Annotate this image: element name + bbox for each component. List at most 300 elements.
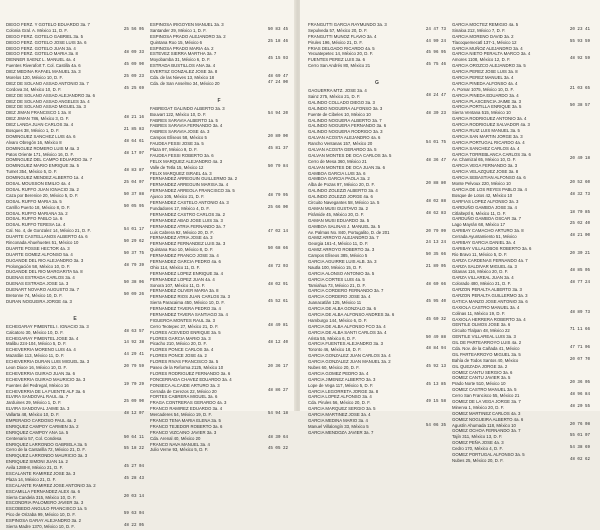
entry-name: GALVAN ACOSTA GERARDO 3a. 5 (308, 147, 377, 153)
entry-name: GARCIA VEGA FERNANDO 3a. 3 (452, 163, 518, 169)
entry-phone: 20 23 41 (569, 27, 590, 32)
entry-name: GAMBOA GARCIA LUIS 3a. 6 (308, 170, 366, 176)
entry-name: DUARTE POSSE HECTOR 4a. 3 (6, 245, 70, 251)
entry-name: Rio Bravo 11, México 5, D. F. (452, 251, 508, 257)
entry-phone: 48 22 05 (123, 524, 144, 529)
entry-name: GALINDO NOGUERA ALFONSO 3a. 3 (308, 105, 383, 111)
entry-name: GARCIA SEBASTIAN ALFONSO 4a. 6 (452, 175, 526, 181)
entry-name: DOSAL RUFFO JUAN IGNACIO 3a. 2 (6, 186, 79, 192)
entry-name: GALINDO ZOLEZZI JORGE 4a. 6 (308, 194, 373, 200)
entry-name: GAMAN MUSI EDUARDO 3a. 5 (308, 217, 370, 223)
entry-name: Pirules 196, México 21, D. F. (308, 39, 363, 45)
entry-phone: 49 15 58 (425, 400, 446, 405)
entry-name: Sepulveda 57, México 20, D. F. (308, 27, 368, 33)
entry-phone: 14 92 38 (123, 341, 144, 346)
entry-name: DIEZ DE SOLANO ASSAD ALEJANDRO 3a. 6 (6, 92, 96, 98)
entry-phone: 45 96 95 (425, 51, 446, 56)
entry-phone: 25 09 23 (123, 75, 144, 80)
entry-phone: 55 01 07 (569, 434, 590, 439)
entry-name: Caza por Berenice 20, México 5, D. F. (6, 192, 79, 198)
entry-phone: 50 79 84 (267, 164, 288, 169)
entry-name: Cda. de las Nieves 13, México 18 (150, 75, 215, 81)
entry-phone: 44 90 24 (425, 39, 446, 44)
entry-name: GARCIA RUIZ LUIS MANUEL 3a. 5 (452, 128, 520, 134)
section-gap (308, 69, 446, 78)
entry-phone: 54 06 35 (425, 423, 446, 428)
entry-name: Picacho 210, México 20, D. F. (150, 341, 207, 347)
entry-phone: 54 94 20 (267, 111, 288, 116)
entry-name: GARCIA GONZALEZ JUAN CARLOS 3a. 4 (308, 353, 391, 359)
entry-name: Colonia Gral. A. México 11, D. F. (6, 27, 68, 33)
entry-name: FLORES ACEVEDO ENRIQUE 3a. 5 (150, 329, 221, 335)
entry-name: GARCIA RODRIGUEZ ANTONIO 3a. 4 (452, 116, 527, 122)
entry-phone: 48 63 57 (123, 329, 144, 334)
entry-name: GARZA SALDIVAR MIGUEL 4a. 3 (452, 263, 517, 269)
entry-name: ENRIQUEZ SIMONI JUAN 1a. 2 (6, 459, 68, 465)
entry-name: FABRES SARAVIA ALBERTO 1a. 5 (150, 117, 218, 123)
entry-name: FLORES GARCIA MARIO 3a. 3 (150, 335, 211, 341)
entry-name: GARIBAY VILLALOBOS ROBERTO 3a. 6 (452, 245, 532, 251)
entry-phone: 18 70 85 (569, 210, 590, 215)
entry-phone: 54 01 75 (425, 141, 446, 146)
entry-name: Avila 1288-8, México 21, D. F. (6, 465, 64, 471)
entry-name: GARCIA MEDINA MARIO 3a. 4 (308, 418, 368, 423)
entry-name: Arista 55, México 6, D. F. (308, 335, 356, 341)
entry-name: FRANCO TENA MARIA ELENA 3a. 5 (150, 418, 221, 423)
entry-name: Cal. No. 4, de Gonzalez 14, México 21, D. F. (6, 228, 91, 234)
entry-name: GENTILE VILLAREAL LUIS 3a. 3 (452, 334, 516, 340)
entry-name: FERNANDEZ ARREGUIN GUILLERMO 3a. 2 (150, 176, 238, 182)
entry-name: GOMEZ MARTINEZ CARLOS 4a. 3 (452, 410, 521, 416)
entry-name: FERNANDEZ LOPEZ JUAN 4a. 4 (150, 276, 215, 282)
entry-name: Bouvart 122, México 10, D. F. (150, 111, 207, 117)
entry-name: GARCIA DE ALBA ALFONSO FCO 3a. 4 (308, 323, 386, 329)
entry-name: GARCIA SANCHEZ CARLOS 4a. 4 (452, 145, 520, 151)
entry-phone: 48 24 47 (425, 94, 446, 99)
entry-name: ECHEGARAY PIMENTEL I. IGNACIO 3a. 3 (6, 323, 89, 329)
entry-name: GARDUÑO GAMBOA OSCAR 3a. 7 (452, 216, 522, 222)
entry-phone: 20 07 70 (569, 357, 590, 362)
entry-name: GOMEZ PEÑA JOSE 4a. 3 (452, 440, 504, 446)
entry-name: DIEZ JIMAN 786, México 3, D. F. (6, 116, 70, 122)
entry-name: Yecuatepetec 14, México 20, D. F. (308, 51, 374, 57)
entry-phone: 25 18 46 (267, 39, 288, 44)
entry-name: GARCIA MENDOZA JAVIER 3a. 7 (308, 429, 374, 435)
entry-name: ESPINOSA PRADO MARIA 4a. 2 (150, 45, 214, 51)
entry-name: Bosques 38, México 1, D. F. (6, 128, 60, 134)
entry-name: FIGUEROA MONTES RAUL 3a. 3 (150, 317, 216, 323)
entry-name: GARCIA RODRIGUEZ SALVADOR 4a. 3 (452, 122, 530, 128)
entry-name: GARIBAY CAMACHO ARTURO 3a. 8 (452, 228, 524, 234)
entry-name: FUENTES PEREZ LUIS 3a. 6 (308, 57, 366, 63)
entry-phone: 45 28 43 (123, 476, 144, 481)
entry-name: GAGUERRA MTZ. JOSE 3a. 4 (308, 88, 367, 94)
entry-name: ENRIQUEZ LARRONDO GABRIELA 3a. 5 (6, 441, 87, 447)
directory-entry (150, 447, 288, 453)
entry-name: Lope de Vega 117, México 5, D. F. (308, 382, 374, 388)
entry-name: GARCIA PLASCENCIA JAIME 3a. 3 (452, 98, 522, 104)
entry-name: GATICA MANZO JOSE ANTONIO 3a. 6 (452, 298, 528, 304)
entry-phone: 50 37 75 (123, 251, 144, 256)
entry-name: Sierra Ventana 515, México 10 (452, 110, 511, 116)
entry-name: FABREGAT GALINDO ALBERTO 3a. 3 (150, 105, 225, 111)
entry-name: FRANCO TEJEDOR ROBERTO 3a. 6 (150, 423, 223, 429)
entry-name: GALINDO NOGUERA ALBERTO 3a. 7 (308, 117, 382, 123)
entry-name: Tlacoquemecatl 137-1, México 12 (452, 39, 517, 45)
entry-name: ECHEVERRIA GUIRAO MAURICIO 3a. 3 (6, 376, 86, 382)
entry-phone: 25 09 90 (123, 400, 144, 405)
entry-name: Leon Dioce 16, México 10, D. F. (6, 364, 67, 370)
entry-name: Circuito Tlalpan 48, México 22 (452, 328, 510, 334)
entry-name: Sierra Paracaima 450, México 10, D. F. (150, 300, 225, 306)
entry-phone: 20 76 08 (569, 422, 590, 427)
entry-phone: 48 02 62 (569, 457, 590, 462)
entry-name: Campos Elíseos 58, México 5 (150, 135, 207, 141)
entry-phone: 48 96 84 (569, 393, 590, 398)
entry-name: FLORES PONCE JOSE 4a. 2 (150, 353, 207, 359)
entry-name: GALVAN MONTES DE OCA CARLOS 3a. 5 (308, 152, 392, 158)
entry-name: DIEGO FERZ. GOTELO MARIA 3a. 8 (6, 51, 78, 57)
entry-name: FONSECA ALCAIDE ARTURO 3a. 3 (150, 382, 220, 388)
entry-name: ECHEGARAY PIMENTEL JOSE 3a. 4 (6, 335, 79, 341)
entry-name: Nubes 25, México 20, D. F. (452, 457, 504, 463)
entry-phone: 45 60 32 (425, 317, 446, 322)
entry-name: DIENNER SAENZ L. MANUEL 4a. 4 (6, 57, 76, 63)
entry-name: Nautla 100, México 15, D. F. (308, 264, 362, 270)
section-letter: E (73, 315, 77, 322)
entry-name: GARCIA TORREBLANCA CARLOS 3a. 6 (452, 151, 531, 157)
entry-phone: 20 88 80 (425, 182, 446, 187)
entry-name: ESCONDRIA PALOMERO JAVIER 3a. 3 (6, 500, 84, 506)
entry-name: FABRES SARAVIA FERNANDO 3a. 4 (150, 123, 223, 129)
entry-name: Lago Mayrán 68, México 17 (452, 222, 506, 228)
entry-name: GARDUÑO GAMBOA JOSE 3a. 4 (452, 204, 517, 210)
entry-phone: 48 30 23 (425, 111, 446, 116)
entry-name: DIEGO FERZ. GOTELO JUAN 3a. 4 (6, 45, 76, 51)
entry-name: DIEGO FERZ. Y GOTELO EDUARDO 3a. 7 (6, 22, 90, 27)
entry-phone: 54 38 69 (569, 446, 590, 451)
entry-name: GARCIA PINEDA EDUARDO 3a. 4 (452, 92, 519, 98)
entry-name: DIEZ DE SOLANO ASSAD ANGELES 3a. 4 (6, 98, 90, 104)
entry-name: GIL PARTEARROYO MIGUEL 3a. 5 (452, 351, 521, 357)
entry-phone: 47 02 14 (267, 229, 288, 234)
directory-entry (308, 430, 446, 436)
entry-name: GARCIA MOCTEZ REMIGIO 4a. 5 (452, 22, 519, 27)
entry-name: Nubes 60, México 20, D. F. (308, 364, 360, 370)
entry-phone: 48 30 64 (267, 435, 288, 440)
entry-phone: 48 32 73 (569, 192, 590, 197)
entry-name: GARCIA GONZALEZ JUAN MANUEL 3a. 2 (308, 359, 391, 365)
entry-name: EMPERADO CARDOSO PAUL 4a. 2 (6, 418, 77, 423)
entry-name: GARCIA GOMEZ PEDRO 3a. 4 (308, 370, 369, 376)
entry-name: DIEZ MEDINA RAFAEL MANUEL 3a. 3 (6, 69, 81, 75)
entry-name: Georgia 161-4, México 11, D. F. (308, 241, 369, 247)
entry-phone: 45 92 13 (425, 364, 446, 369)
entry-name: GOMEZ DE LA VEGA JORGE 3a. 7 (452, 399, 521, 404)
entry-phone: 48 85 05 (569, 269, 590, 274)
entry-name: Moyobamba 31, México 6, D. F. (150, 57, 211, 63)
entry-phone: 48 17 07 (123, 151, 144, 156)
entry-name: FERNANDEZ LOPEZ ENRIQUE 3a. 4 (150, 270, 224, 276)
entry-phone: 48 09 33 (123, 51, 144, 56)
entry-phone: 48 62 83 (425, 211, 446, 216)
entry-name: GARCIA DE ALBA SANTI CARLOS 3a. 4 (308, 329, 387, 335)
entry-phone: 45 75 46 (425, 63, 446, 68)
entry-phone: 48 64 61 (123, 139, 144, 144)
entry-phone: 20 52 60 (569, 181, 590, 186)
directory-entry (6, 299, 144, 305)
entry-name: Pico de Orizaba 99, México 10, D. F. (6, 512, 76, 518)
entry-name: Sierra Madre 1370, México 10, D. F. (6, 524, 75, 530)
entry-phone: 71 11 66 (569, 328, 590, 333)
entry-name: Pirámide 45, México 20, D. F. (308, 211, 365, 217)
entry-name: Tumet 354, México 5, D. F. (6, 169, 58, 175)
entry-name: FERNANDEZ GARCIA PEDRO 4a. 6 (150, 258, 221, 264)
entry-name: Monte Pelvoux 220, México 10 (452, 181, 511, 187)
entry-phone: 25 02 40 (569, 222, 590, 227)
entry-phone: 45 52 61 (267, 300, 288, 305)
entry-name: DOMINGUEZ DEL CAMPO EDUARDO 3a. 7 (6, 157, 93, 163)
column-2 (150, 22, 288, 453)
entry-name: FLORES RODRIGUEZ FERNANDO 3a. 6 (150, 370, 231, 376)
entry-name: DOSAL RUFFO TERESA 1a. 4 (6, 222, 66, 228)
entry-name: FERNANDEZ FERNANDEZ LUIS 3a. 3 (150, 241, 226, 247)
entry-name: ELVIRA SANDOVAL RAUL 4a. 7 (6, 394, 69, 400)
entry-name: FABRES SARAVIA JOSE 4a. 3 (150, 129, 210, 135)
entry-name: GARCIA VELAZQUEZ JOSE 3a. 8 (452, 169, 519, 175)
entry-phone: 50 49 88 (425, 335, 446, 340)
entry-name: Bosque de Lotos 42, México 10 (452, 192, 513, 198)
entry-name: Juanacatlán 125, México 11 (308, 300, 362, 306)
entry-name: Luis Cabrera 92, México 20, D. F. (150, 229, 214, 235)
entry-name: ESPINOSA GARAY ALEJANDRO 3a. 2 (6, 518, 82, 524)
section-gap (452, 464, 590, 473)
entry-name: DUGANDE DEL RIO ALEJANDRO 3a. 3 (6, 257, 84, 263)
entry-name: ESTEVEZ SIERRA MARTHA 3a. 7 (150, 51, 217, 57)
entry-name: DUENAS ESTRADA JOSE 1a. 3 (6, 281, 69, 287)
entry-phone: 25 04 07 (123, 181, 144, 186)
entry-phone: 48 12 07 (123, 412, 144, 417)
column-1 (6, 22, 144, 530)
entry-name: Valle de Tetla 15, México 12 (150, 164, 204, 170)
entry-phone: 50 83 45 (267, 27, 288, 32)
entry-phone: 48 60 66 (425, 282, 446, 287)
entry-name: Cerro San Francisco 55, México 21 (452, 393, 520, 399)
entry-phone: 50 38 06 (123, 281, 144, 286)
section-gap (150, 87, 288, 96)
entry-name: DIEGO FERZ. GOTELO GABRIEL 3a. 5 (6, 33, 83, 39)
entry-name: Sinaloa 212, México 7, D. F. (452, 27, 506, 33)
entry-name: Alba de Pozas 97, México 20, D. F. (308, 182, 375, 188)
entry-phone: 48 86 27 (267, 388, 288, 393)
entry-phone: 48 84 94 (425, 347, 446, 352)
entry-phone: 48 89 73 (569, 310, 590, 315)
entry-phone: 50 29 62 (123, 239, 144, 244)
entry-phone: 20 79 59 (123, 364, 144, 369)
entry-name: Cda. de San Anselmo 34, México 20 (150, 80, 220, 86)
entry-name: ECHEVERRIA GUIRAO JUAN 3a. 6 (6, 370, 76, 376)
entry-phone: 20 80 00 (267, 135, 288, 140)
entry-phone: 50 37 88 (123, 192, 144, 197)
entry-name: Toronto 46, México 18, D. F. (308, 347, 362, 353)
entry-phone: 45 05 22 (267, 447, 288, 452)
entry-name: Paseo de la Reforma 2125, México 10 (150, 364, 224, 370)
entry-name: FRAGA CONTRERAS GERARDO 4a. 3 (150, 400, 227, 406)
entry-name: Carrillo Puerto 18, México 8, D. F. (6, 204, 71, 210)
entry-phone: 55 93 59 (569, 39, 590, 44)
entry-name: GARZON PERALTA GUILLERMO 3a. 3 (452, 292, 528, 298)
entry-name: GARCIA MARTINEZ JOSE 3a. 4 (308, 412, 371, 418)
entry-name: FERNANDEZ CASTELO ANTONIO 4a. 3 (150, 200, 229, 206)
entry-name: ECHEVERRIA DE LA FUENTE ALF 3a. 6 (6, 388, 86, 394)
entry-name: FLORES RIVAS FRANCISCO 3a. 5 (150, 359, 219, 365)
entry-phone: 24 13 24 (425, 241, 446, 246)
entry-name: Ohio 114, México 11, D. F. (150, 264, 200, 270)
entry-name: FRIAS DELGADO RICARDO 4a. 5 (308, 45, 375, 51)
entry-name: ELVIRA SANDOVAL JAIME 3a. 3 (6, 406, 70, 412)
entry-name: Sierra Candela 315, México 10, D. F. (6, 494, 77, 500)
entry-name: GARCIA LOPEZ ALFONSO 3a. 4 (308, 394, 372, 400)
entry-name: Cerro de Mesa 360, México 21 (308, 158, 367, 164)
entry-name: Julio Verne 93, México 5, D. F. (150, 447, 209, 453)
entry-name: Ajusco 105, México 21, D. F. (150, 194, 205, 200)
entry-name: FERNANDEZ RIOS JUAN CARLOS 3a. 3 (150, 294, 230, 300)
entry-name: ESCALANTE RAMIREZ JOSE 3a. 3 (6, 471, 76, 477)
entry-name: Cerro San Andrés 80, México 21 (308, 63, 371, 69)
entry-name: GENTILE OLMOS JOSE 3a. 6 (452, 322, 511, 328)
entry-name: FERNANDEZ ATRIA JOSE 4a. 3 (150, 235, 213, 241)
entry-name: ECHEVERRIA DURAN LUIS MIGUEL 3a. 3 (6, 359, 90, 365)
entry-name: Rinconada Ahuehuetes 51, México 10 (6, 239, 79, 245)
entry-phone: 20 30 21 (569, 251, 590, 256)
entry-name: GALVAN MONTES DE OCA JUAN 3a. 6 (308, 164, 385, 170)
entry-name: DURAN NOGUEIRA JORGE 4a. 3 (6, 298, 72, 304)
entry-name: Prolongación 58, México 10, D. F. (6, 263, 71, 269)
entry-phone: 25 56 05 (123, 27, 144, 32)
entry-phone: 48 36 47 (425, 158, 446, 163)
entry-phone: 20 36 17 (267, 364, 288, 369)
entry-name: Cda. Pirules 56, México 20, D. F. (308, 400, 371, 406)
entry-name: GARCIA PORTILLA ENRIQUE 3a. 5 (452, 104, 522, 110)
entry-name: Plaza 14, México 21, D. F. (6, 476, 56, 482)
entry-name: FRANGUTTI GARCIA RAYMUNDO 3a. 3 (308, 22, 387, 27)
section-letter: F (217, 97, 221, 104)
entry-name: FERNANDEZ ATRIA FERNANDO 3a. 7 (150, 223, 226, 229)
entry-name: FERNANDEZ FRANCO JOSE 3a. 4 (150, 253, 219, 259)
entry-phone: 48 79 39 (123, 263, 144, 268)
entry-phone: 59 63 04 (123, 512, 144, 517)
entry-name: ESTRADA BUSTILLOS ANA 3a. 4 (150, 63, 216, 69)
entry-name: GARCIA MARQUEZ SERGIO 3a. 5 (308, 406, 376, 412)
entry-name: Centenario 57, Col. Condesa (6, 435, 62, 441)
section-gap (6, 305, 144, 314)
entry-name: GARCIA ALONSO ANTONIO 3a. 5 (308, 270, 375, 276)
section-letter: G (375, 80, 379, 87)
entry-name: FAUDEA FESSI JOSE 3a. 5 (150, 141, 204, 147)
entry-name: GARCIA DE ALBA GONZALO 3a. 6 (308, 306, 377, 312)
entry-name: Gitanas 116, México 20, D. F. (452, 269, 509, 275)
entry-name: GARCIA CORDERO FERNANDO 3a. 7 (308, 288, 384, 294)
entry-phone: 48 21 16 (123, 116, 144, 121)
entry-name: GARCIA MUÑOZ ALEJANDRO 3a. 4 (452, 45, 523, 51)
entry-phone: 48 02 91 (267, 282, 288, 287)
entry-name: GIL DE PARTEARROYO LUIS 4a. 2 (452, 340, 522, 346)
entry-name: GARCIA LEGORRETA JORGE 3a. 8 (308, 388, 379, 394)
entry-name: FERNANDEZ TAVERA SANTIAGO 3a. 4 (150, 311, 228, 317)
entry-name: DIEZ JIMAN FRANCISCO 1 3a. 8 (6, 110, 71, 116)
entry-name: FRANCO RAMIREZ EDUARDO 3a. 4 (150, 406, 223, 412)
entry-name: Cedro 170, México 4, D. F. (452, 446, 503, 452)
entry-name: Hamburgo 144, México 6, D. F. (308, 317, 368, 323)
entry-name: Colorado 480, México 21, D. F. (452, 281, 511, 287)
entry-name: GARCIA CORDERO JOSE 3a. 4 (308, 294, 371, 300)
entry-phone: 45 95 40 (425, 300, 446, 305)
entry-name: GARIBAY GARCIA DANIEL 3a. 4 (452, 239, 516, 245)
entry-name: ENRIQUEZ CAMPOY ANA 1a. 5 (6, 429, 69, 435)
entry-phone: 48 83 87 (123, 169, 144, 174)
entry-name: Cordova 34, México 10, D. F. (6, 86, 62, 92)
entry-name: GOMEZ PORTUGAL ALFONSO 3a. 5 (452, 452, 525, 458)
entry-name: Patos Oriente 171, México 16, D. F. (6, 151, 74, 157)
entry-phone: 50 35 66 (425, 253, 446, 258)
entry-name: FORTES CABRERA MIGUEL 3a. 6 (150, 394, 218, 400)
entry-phone: 45 25 69 (123, 86, 144, 91)
entry-name: DOSAL RUFFO MARIANA 3a. 2 (6, 210, 68, 216)
entry-name: FERNANDEZ OLIVER MARIA 3a. 8 (150, 288, 219, 294)
entry-name: GAMAN MUSI GUSTAVO 3a. 2 (308, 205, 369, 211)
entry-name: Tajín 311, México 13, D. F. (452, 434, 503, 440)
entry-name: GARCIA DE ALBA ALFONSO ANDRES 3a. 6 (308, 311, 395, 317)
entry-name: Cerrada de Cerezos 22, México 20 (150, 388, 217, 394)
entry-name: GARZON PERALTA ALBERTO 3a. 3 (452, 287, 522, 293)
entry-phone: 25 66 00 (267, 205, 288, 210)
entry-phone: 48 21 00 (569, 234, 590, 239)
entry-name: Amores 1108, México 12, D. F. (452, 57, 511, 63)
entry-name: FAUDEA FESSI ROBERTO 3a. 6 (150, 152, 214, 158)
entry-name: FRANCO VIZCAINO JAVIER 3a. 3 (150, 429, 217, 435)
entry-name: GARCIA JIMENEZ ALBERTO 3a. 3 (308, 376, 376, 382)
entry-name: GARCIA CORTES LUIS 4a. 5 (308, 276, 365, 282)
entry-name: Fuente de Cibeles 10, México 10 (308, 111, 371, 117)
entry-name: ESCAMILLA FERNANDEZ ALEX 4a. 6 (6, 488, 81, 494)
entry-name: Vallarta 48, México 10, D. F. (6, 412, 60, 418)
entry-name: Citlalteptl 6, México 11, D. F. (452, 210, 507, 216)
entry-name: GARCIA MORENO DAVID 3a. 2 (452, 33, 514, 39)
entry-name: Cerro de la Cantarilla 72, México 21, D. F. (6, 447, 86, 453)
entry-name: GOMEZ OCHOA FERNANDO 3a. 7 (452, 428, 521, 434)
entry-name: Cerrada Ayuntamiento 51, México (452, 234, 517, 240)
entry-phone: 48 69 47 (267, 75, 288, 80)
entry-name: FRANGUTTI MUNOZ FLAVIO 3a. 4 (308, 33, 377, 39)
entry-name: Sainz 275, México 21, D. F. (308, 94, 361, 100)
entry-name: Malibu 224-104, México 5, D. F. (6, 341, 67, 347)
entry-name: Bahía de Todos Santos 40, México (452, 357, 519, 363)
entry-name: GARCIA NIETO PERALTA MARCO 3a. 4 (452, 51, 531, 57)
entry-name: GALINDO NOGUERA FERNANDO 3a. 6 (308, 123, 387, 129)
entry-name: GARCIA PORTUGAL RICARDO 4a. 4 (452, 139, 525, 145)
entry-phone: 50 09 26 (123, 292, 144, 297)
entry-name: GARCIA OROZCO ALEJANDRO 3a. 5 (452, 63, 526, 69)
entry-phone: 48 77 24 (569, 281, 590, 286)
entry-name: Quintana Roo 10, México 8, D. F. (150, 247, 214, 253)
entry-name: FONCERRADA CHAVEZ EDUARDO 3a. 4 (150, 376, 232, 382)
entry-name: Mercaderes 54, México 19, D. F. (150, 412, 212, 418)
entry-phone: 54 01 17 (123, 228, 144, 233)
entry-name: DUARTE CASTELLANOS ALBERTO 4a. 6 (6, 234, 88, 240)
entry-name: GARCIA DE LOS REYES PABLO 3a. 4 (452, 186, 527, 192)
right-page (300, 0, 600, 463)
entry-name: GAMIZ ARROYO ALEJANDRO 3a. 7 (308, 235, 379, 241)
